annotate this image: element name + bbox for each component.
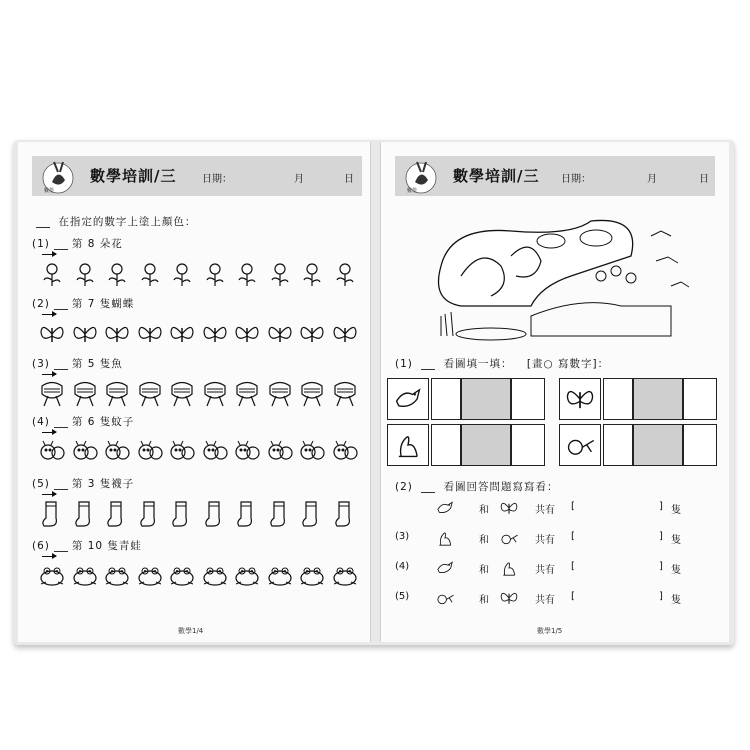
bracket-close: ] bbox=[659, 531, 663, 542]
question-2: (2) 看圖回答問題寫寫看： bbox=[395, 481, 559, 493]
mosquito-icon[interactable] bbox=[201, 438, 229, 466]
answer-blank[interactable] bbox=[581, 591, 655, 605]
exercise-5-items bbox=[38, 500, 368, 528]
sock-icon[interactable] bbox=[38, 500, 66, 528]
rabbit-logo-icon bbox=[38, 158, 78, 194]
mosquito-icon[interactable] bbox=[71, 438, 99, 466]
mosquito-icon[interactable] bbox=[298, 438, 326, 466]
page-footer: 數學1/5 bbox=[537, 627, 563, 635]
direction-arrow-icon bbox=[42, 556, 56, 557]
butterfly-icon[interactable] bbox=[233, 320, 261, 348]
instruction: 在指定的數字上塗上顏色： bbox=[36, 214, 196, 229]
mosquito-icon[interactable] bbox=[136, 438, 164, 466]
and-label: 和 bbox=[479, 505, 489, 516]
sock-icon[interactable] bbox=[266, 500, 294, 528]
flower-icon[interactable] bbox=[266, 260, 294, 288]
flower-icon[interactable] bbox=[136, 260, 164, 288]
unit-label: 隻 bbox=[671, 535, 681, 546]
butterfly-icon[interactable] bbox=[168, 320, 196, 348]
answer-blank[interactable] bbox=[581, 531, 655, 545]
bird-icon bbox=[431, 498, 459, 518]
fish-icon[interactable] bbox=[331, 380, 359, 408]
answer-blank[interactable] bbox=[581, 501, 655, 515]
number-answer-cell[interactable] bbox=[683, 378, 717, 420]
number-answer-cell[interactable] bbox=[683, 424, 717, 466]
equation-row bbox=[395, 588, 715, 608]
equation-row bbox=[395, 558, 715, 578]
total-label: 共有 bbox=[535, 595, 555, 606]
frog-icon[interactable] bbox=[331, 562, 359, 590]
exercise-5-label: (5) 第 3 隻襪子 bbox=[32, 478, 135, 490]
butterfly-icon bbox=[564, 383, 596, 415]
flower-icon[interactable] bbox=[168, 260, 196, 288]
flower-icon[interactable] bbox=[38, 260, 66, 288]
butterfly-icon[interactable] bbox=[38, 320, 66, 348]
snail-bird-icon bbox=[431, 588, 459, 608]
picture-cell bbox=[387, 378, 429, 420]
bracket-close: ] bbox=[659, 591, 663, 602]
unit-label: 隻 bbox=[671, 505, 681, 516]
sock-icon[interactable] bbox=[298, 500, 326, 528]
exercise-4-items bbox=[38, 438, 368, 466]
fish-icon[interactable] bbox=[103, 380, 131, 408]
and-label: 和 bbox=[479, 565, 489, 576]
direction-arrow-icon bbox=[42, 254, 56, 255]
page-title: 數學培訓/三 bbox=[90, 167, 177, 185]
equation-row bbox=[395, 498, 715, 518]
butterfly-icon[interactable] bbox=[136, 320, 164, 348]
fish-icon[interactable] bbox=[266, 380, 294, 408]
pencil-icon bbox=[54, 239, 68, 250]
circle-answer-cell[interactable] bbox=[431, 378, 461, 420]
fish-icon[interactable] bbox=[38, 380, 66, 408]
equation-row bbox=[395, 528, 715, 548]
direction-arrow-icon bbox=[42, 432, 56, 433]
butterfly-icon bbox=[495, 498, 523, 518]
and-label: 和 bbox=[479, 535, 489, 546]
total-label: 共有 bbox=[535, 535, 555, 546]
frog-icon[interactable] bbox=[298, 562, 326, 590]
flower-icon[interactable] bbox=[331, 260, 359, 288]
sock-icon[interactable] bbox=[103, 500, 131, 528]
rabbit-logo-icon bbox=[401, 158, 441, 194]
snail-bird-icon bbox=[495, 528, 523, 548]
answer-blank[interactable] bbox=[581, 561, 655, 575]
direction-arrow-icon bbox=[42, 494, 56, 495]
butterfly-icon[interactable] bbox=[71, 320, 99, 348]
picture-cell bbox=[559, 378, 601, 420]
bracket-open: [ bbox=[571, 531, 575, 542]
bracket-open: [ bbox=[571, 561, 575, 572]
frog-icon[interactable] bbox=[266, 562, 294, 590]
butterfly-icon[interactable] bbox=[103, 320, 131, 348]
fish-icon[interactable] bbox=[168, 380, 196, 408]
draw-area-cell[interactable] bbox=[461, 424, 511, 466]
butterfly-icon[interactable] bbox=[201, 320, 229, 348]
sock-icon[interactable] bbox=[168, 500, 196, 528]
sock-icon[interactable] bbox=[201, 500, 229, 528]
pencil-icon bbox=[54, 299, 68, 310]
exercise-2-label: (2) 第 7 隻蝴蝶 bbox=[32, 298, 135, 310]
equation-number: (4) bbox=[395, 561, 410, 572]
draw-area-cell[interactable] bbox=[461, 378, 511, 420]
flower-icon[interactable] bbox=[103, 260, 131, 288]
equation-number: (3) bbox=[395, 531, 410, 542]
exercise-6-items bbox=[38, 562, 368, 590]
left-page bbox=[18, 142, 371, 642]
unit-label: 隻 bbox=[671, 565, 681, 576]
mosquito-icon[interactable] bbox=[266, 438, 294, 466]
exercise-1-items bbox=[38, 260, 368, 288]
flower-icon[interactable] bbox=[298, 260, 326, 288]
mosquito-icon[interactable] bbox=[331, 438, 359, 466]
month-label: 月 bbox=[647, 174, 657, 185]
butterfly-icon[interactable] bbox=[266, 320, 294, 348]
exercise-4-label: (4) 第 6 隻蚊子 bbox=[32, 416, 135, 428]
pencil-icon bbox=[54, 359, 68, 370]
butterfly-icon[interactable] bbox=[331, 320, 359, 348]
date-label: 日期： bbox=[202, 174, 232, 185]
frog-icon[interactable] bbox=[38, 562, 66, 590]
unit-label: 隻 bbox=[671, 595, 681, 606]
frog-icon[interactable] bbox=[201, 562, 229, 590]
frog-icon[interactable] bbox=[168, 562, 196, 590]
draw-area-cell[interactable] bbox=[633, 378, 683, 420]
pencil-icon bbox=[54, 541, 68, 552]
total-label: 共有 bbox=[535, 565, 555, 576]
pencil-icon bbox=[421, 482, 435, 493]
swan-icon bbox=[495, 558, 523, 578]
total-label: 共有 bbox=[535, 505, 555, 516]
fish-icon[interactable] bbox=[201, 380, 229, 408]
draw-area-cell[interactable] bbox=[633, 424, 683, 466]
bird-icon bbox=[431, 558, 459, 578]
pencil-icon bbox=[54, 479, 68, 490]
pencil-icon bbox=[421, 359, 435, 370]
frog-icon[interactable] bbox=[71, 562, 99, 590]
equation-number: (5) bbox=[395, 591, 410, 602]
sock-icon[interactable] bbox=[233, 500, 261, 528]
swan-icon bbox=[392, 429, 424, 461]
sock-icon[interactable] bbox=[331, 500, 359, 528]
exercise-3-items bbox=[38, 380, 368, 408]
pencil-icon bbox=[54, 417, 68, 428]
question-1: (1) 看圖填一填： [畫○ 寫數字]： bbox=[395, 358, 610, 370]
page-footer: 數學1/4 bbox=[178, 627, 204, 635]
exercise-6-label: (6) 第 10 隻青蛙 bbox=[32, 540, 142, 552]
date-label: 日期： bbox=[561, 174, 591, 185]
flower-icon[interactable] bbox=[201, 260, 229, 288]
pond-scene-illustration bbox=[421, 206, 711, 346]
frog-icon[interactable] bbox=[233, 562, 261, 590]
bracket-close: ] bbox=[659, 561, 663, 572]
bird-icon bbox=[392, 383, 424, 415]
pencil-icon bbox=[36, 217, 50, 228]
mosquito-icon[interactable] bbox=[168, 438, 196, 466]
number-answer-cell[interactable] bbox=[511, 424, 545, 466]
circle-answer-cell[interactable] bbox=[431, 424, 461, 466]
fish-icon[interactable] bbox=[298, 380, 326, 408]
circle-answer-cell[interactable] bbox=[603, 424, 633, 466]
page-header bbox=[32, 156, 362, 196]
mosquito-icon[interactable] bbox=[103, 438, 131, 466]
snail-bird-icon bbox=[564, 429, 596, 461]
flower-icon[interactable] bbox=[233, 260, 261, 288]
mosquito-icon[interactable] bbox=[38, 438, 66, 466]
bracket-open: [ bbox=[571, 591, 575, 602]
direction-arrow-icon bbox=[42, 314, 56, 315]
fish-icon[interactable] bbox=[71, 380, 99, 408]
svg-text:數學: 數學 bbox=[407, 188, 418, 194]
fish-icon[interactable] bbox=[136, 380, 164, 408]
exercise-3-label: (3) 第 5 隻魚 bbox=[32, 358, 123, 370]
sock-icon[interactable] bbox=[71, 500, 99, 528]
day-label: 日 bbox=[344, 174, 354, 185]
page-header bbox=[395, 156, 715, 196]
frog-icon[interactable] bbox=[103, 562, 131, 590]
picture-cell bbox=[387, 424, 429, 466]
frog-icon[interactable] bbox=[136, 562, 164, 590]
sock-icon[interactable] bbox=[136, 500, 164, 528]
fish-icon[interactable] bbox=[233, 380, 261, 408]
flower-icon[interactable] bbox=[71, 260, 99, 288]
day-label: 日 bbox=[699, 174, 709, 185]
direction-arrow-icon bbox=[42, 374, 56, 375]
swan-icon bbox=[431, 528, 459, 548]
exercise-1-label: (1) 第 8 朵花 bbox=[32, 238, 123, 250]
exercise-2-items bbox=[38, 320, 368, 348]
circle-answer-cell[interactable] bbox=[603, 378, 633, 420]
picture-cell bbox=[559, 424, 601, 466]
svg-text:數學: 數學 bbox=[44, 188, 55, 194]
mosquito-icon[interactable] bbox=[233, 438, 261, 466]
and-label: 和 bbox=[479, 595, 489, 606]
right-page bbox=[380, 142, 729, 642]
butterfly-icon bbox=[495, 588, 523, 608]
month-label: 月 bbox=[294, 174, 304, 185]
bracket-close: ] bbox=[659, 501, 663, 512]
butterfly-icon[interactable] bbox=[298, 320, 326, 348]
bracket-open: [ bbox=[571, 501, 575, 512]
page-title: 數學培訓/三 bbox=[453, 167, 540, 185]
number-answer-cell[interactable] bbox=[511, 378, 545, 420]
